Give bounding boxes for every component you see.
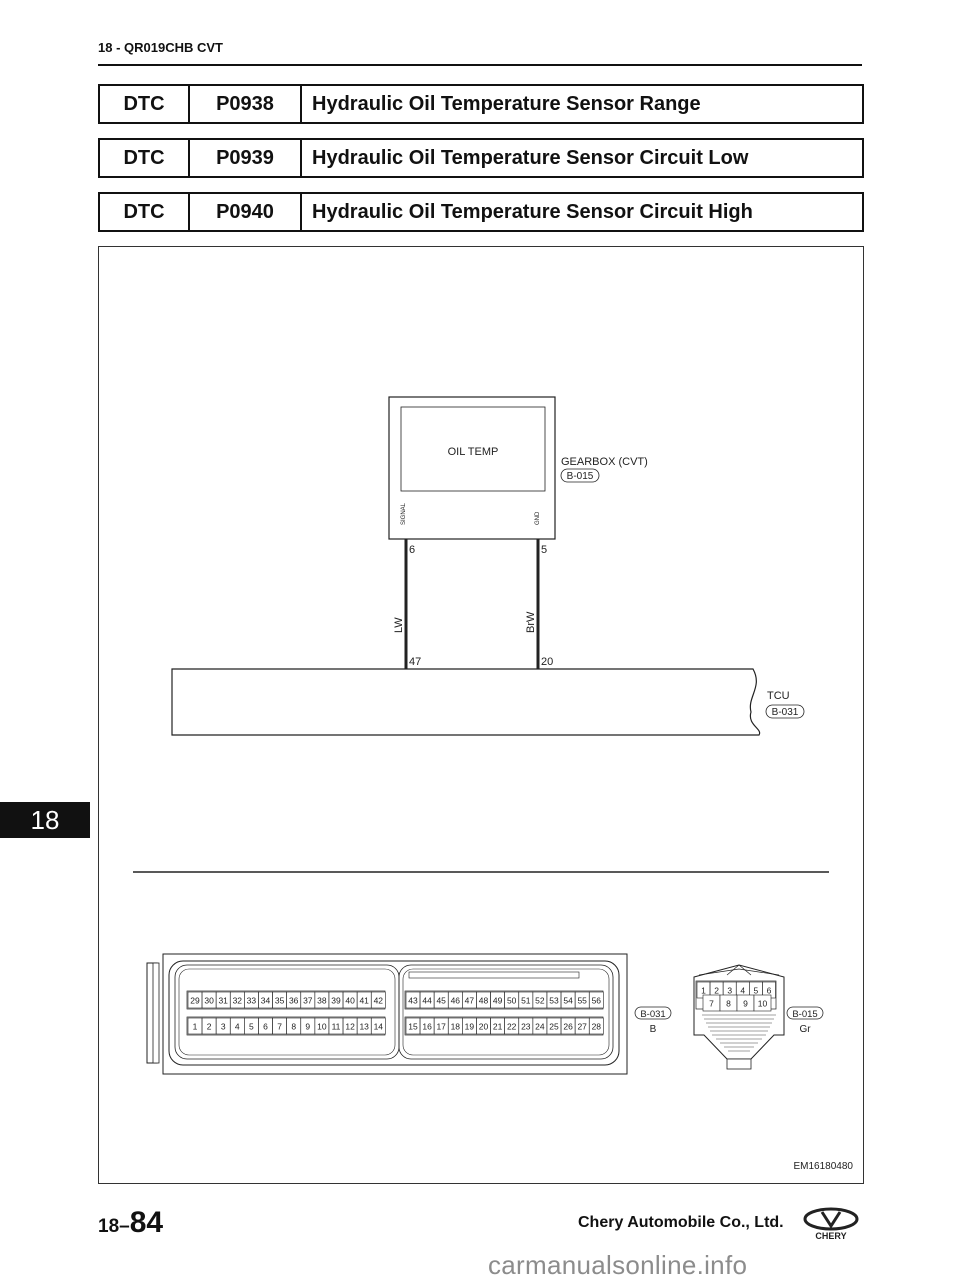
tcu-pin: 50 [506,995,517,1006]
tcu-pin: 55 [577,995,587,1006]
gearbox-pins [697,982,776,1011]
gearbox-label: GEARBOX (CVT) [561,456,648,468]
pin-20-label: 20 [541,656,554,668]
gearbox-pin: 3 [727,985,733,996]
chapter-tab: 18 [0,802,90,838]
tcu-pin: 44 [422,995,432,1006]
tcu-pin: 4 [234,1021,240,1032]
tcu-pin: 29 [190,995,200,1006]
tcu-pin: 37 [303,995,313,1006]
tcu-pin: 11 [331,1021,341,1032]
page-header-title: 18 - QR019CHB CVT [98,40,223,55]
tcu-pin: 40 [345,995,355,1006]
dtc-code: P0939 [190,140,302,176]
dtc-row [98,138,864,178]
tcu-pin: 18 [450,1021,461,1032]
tcu-pin: 25 [549,1021,559,1032]
tcu-pin: 30 [204,995,214,1006]
tcu-pin: 35 [274,995,285,1006]
gearbox-pin: 10 [757,998,768,1009]
tcu-pin: 48 [478,995,489,1006]
gearbox-pin: 5 [753,985,759,996]
dtc-description: Hydraulic Oil Temperature Sensor Circuit High [312,200,753,223]
company-name: Chery Automobile Co., Ltd. [578,1214,784,1231]
tcu-pin: 9 [305,1021,311,1032]
tcu-pin: 10 [317,1021,327,1032]
pin-5-label: 5 [541,544,548,556]
gearbox-pin: 8 [726,998,731,1009]
gearbox-pin: 9 [743,998,748,1009]
figure-id: EM16180480 [793,1161,853,1172]
tcu-pin: 26 [563,1021,573,1032]
tcu-pin: 36 [288,995,299,1006]
tcu-pin: 23 [521,1021,531,1032]
dtc-row [98,84,864,124]
gearbox-pin: 2 [714,985,719,996]
tcu-pin: 51 [521,995,531,1006]
tcu-connector-id: B-031 [771,707,799,718]
tcu-pin: 1 [192,1021,198,1032]
tcu-pin: 2 [206,1021,212,1032]
gearbox-pin: 6 [766,985,772,996]
tcu-pin: 21 [492,1021,503,1032]
pin-47-label: 47 [409,656,422,668]
dtc-row [98,192,864,232]
header-rule [98,64,862,66]
gb-conn-color: Gr [799,1024,811,1035]
tcu-pin: 14 [373,1021,384,1032]
tcu-pin: 6 [263,1021,268,1032]
tcu-pin: 22 [506,1021,517,1032]
page-number [98,1206,163,1240]
dtc-code: P0940 [190,194,302,230]
dtc-description: Hydraulic Oil Temperature Sensor Range [312,92,701,115]
tcu-pin: 15 [408,1021,418,1032]
gearbox-connector-id: B-015 [566,471,594,482]
tcu-box [172,669,760,735]
sensor-label: OIL TEMP [447,446,499,458]
tcu-pin: 56 [591,995,602,1006]
signal-pin-label: SIGNAL [401,502,407,525]
tcu-pin: 28 [591,1021,602,1032]
dtc-description: Hydraulic Oil Temperature Sensor Circuit Low [312,146,749,169]
tcu-pin: 7 [277,1021,282,1032]
tcu-pin: 46 [450,995,461,1006]
tcu-pin: 38 [317,995,327,1006]
tcu-pin: 27 [577,1021,587,1032]
tcu-pin: 16 [422,1021,432,1032]
tcu-pin: 12 [345,1021,355,1032]
watermark: carmanualsonline.info [488,1250,748,1280]
tcu-pin: 33 [246,995,257,1006]
tcu-pin: 42 [373,995,384,1006]
tcu-pin: 24 [535,1021,545,1032]
tcu-pin: 43 [408,995,418,1006]
page-num: 84 [129,1206,164,1239]
tcu-pin: 41 [359,995,369,1006]
tcu-pin: 17 [436,1021,446,1032]
gearbox-pin: 4 [740,985,746,996]
dtc-label: DTC [100,140,190,176]
tcu-pin: 20 [478,1021,489,1032]
tcu-label: TCU [767,690,790,702]
tcu-pin: 53 [549,995,559,1006]
tcu-pin: 19 [464,1021,475,1032]
gearbox-pin: 1 [701,985,706,996]
tcu-pin: 5 [249,1021,254,1032]
gnd-pin-label: GND [535,511,541,525]
wiring-diagram [98,246,864,1184]
tcu-pin: 34 [260,995,271,1006]
tcu-conn-id: B-031 [640,1009,666,1020]
tcu-pin: 54 [563,995,573,1006]
tcu-pin: 8 [291,1021,297,1032]
dtc-code: P0938 [190,86,302,122]
chery-logo [800,1206,862,1242]
pin-6-label: 6 [409,544,416,556]
gearbox-pin: 7 [709,998,714,1009]
wire-lw-label: LW [393,617,405,633]
wire-brw-label: BrW [525,611,537,633]
tcu-connector-face [147,954,627,1074]
tcu-pin: 39 [331,995,341,1006]
tcu-conn-color: B [649,1024,657,1035]
logo-text: CHERY [815,1231,847,1241]
tcu-pin: 45 [436,995,446,1006]
tcu-pin: 52 [535,995,545,1006]
dtc-label: DTC [100,86,190,122]
dtc-label: DTC [100,194,190,230]
gb-conn-id: B-015 [792,1009,818,1020]
page-prefix: 18– [98,1216,130,1237]
tcu-pin: 3 [220,1021,226,1032]
tcu-pin: 47 [464,995,475,1006]
tcu-pin: 32 [232,995,243,1006]
tcu-pin: 49 [492,995,503,1006]
tcu-pin: 13 [359,1021,369,1032]
tcu-pin: 31 [218,995,228,1006]
gearbox-connector-face [694,965,784,1069]
